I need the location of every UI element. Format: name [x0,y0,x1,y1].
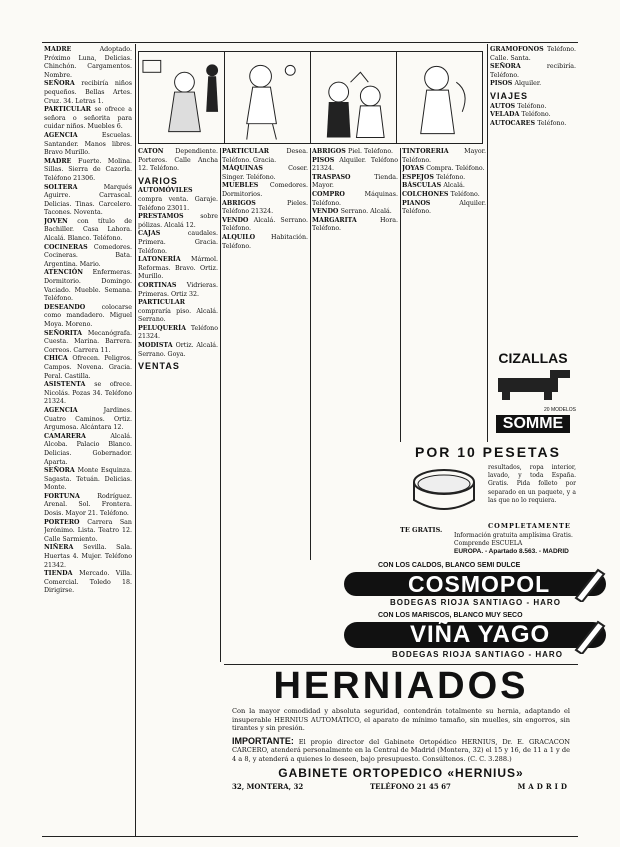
classified-text: Mármol. Reformas. Bravo. Ortiz. Murillo. [138,256,218,281]
column-rule-2 [220,148,221,662]
classified-entry [44,269,132,303]
classified-entry [44,330,132,356]
classified-text: Alquiler. Teléfono 21324. [312,156,398,173]
classified-text: Jardines. Cuatro Caminos. Ortiz. Argumosa. Alcántara 12. [44,406,132,432]
vina-yago-ad [338,612,612,662]
comic-panel-3 [311,52,397,143]
classified-text: Fuerte. Molina. Sillas. Sierra de Cazorla. Teléfono 21306. [44,157,132,182]
classified-text: Alcalá. [443,182,465,190]
classified-text: Teléfono 21324. [138,324,218,341]
classified-text: Piel. Teléfono. [348,148,394,155]
classified-text: Alcalá. Alcoba. Palacio Blanco. Delicias. Gobernador. Aparta. [44,432,132,466]
herniados-important [232,737,570,764]
classified-key: COCINERAS [44,243,94,251]
classified-entry [402,174,486,183]
classified-entry [312,174,398,191]
classified-key: CORTINAS [138,281,187,289]
herniados-title: HERNIADOS [273,665,529,707]
classified-entry [44,304,132,330]
vina-yago-top: CON LOS MARISCOS, BLANCO MUY SECO [378,612,523,619]
classified-key: MADRE [44,157,79,165]
classified-text: Habitación. Teléfono. [222,233,308,250]
classified-key: PISOS [312,156,340,164]
classified-text: con título de Bachiller. Casa Lahora. Alcalá. Blanco. Teléfono. [44,217,132,243]
column-2-classifieds [138,148,218,836]
classified-text: Monte Esquinza. Sagasta. Tetuán. Delicias. Monte. [44,467,132,492]
classified-key: ASISTENTA [44,381,95,389]
classified-entry [490,103,576,112]
diez-pesetas-extra: Información gratuita amplísima Gratis. Comprende ESCUELA [454,532,573,547]
classified-key: ABRIGOS [222,199,288,207]
classified-entry [138,325,218,342]
vina-yago-bottom: BODEGAS RIOJA SANTIAGO - HARO [392,650,563,659]
herniados-body: Con la mayor comodidad y absoluta seguridad, contendrán totalmente su hernia, adaptando el insuperable HERNIUS AUTOMÁTICO, el aparato de mínimo tamaño, sin muelles, sin engorros, sin tirantes y sin presión. [232,707,570,732]
classified-text: Carrera San Jerónimo. Lista. Teatro 12. Calle Sarmiento. [44,518,132,543]
classified-key: DESEANDO [44,303,102,311]
classified-key: VENDO [222,216,254,224]
cosmopol-top: CON LOS CALDOS, BLANCO SEMI DULCE [378,562,521,569]
classified-key: LATONERÍA [138,256,191,264]
classified-key: MODISTA [138,342,176,350]
diez-pesetas-body: resultados, ropa interior, lavado, y toda España. Gratis. Pida folleto por separado en un paquete, y a las que no lo requiera. [488,464,576,504]
classified-key: PELUQUERÍA [138,324,191,332]
classified-entry [490,80,576,89]
classified-key: AGENCIA [44,131,102,139]
classified-text: Rodríguez. Arenal. Sol. Frontera. Dosis. Mayor 21. Teléfono. [44,492,132,518]
classified-text: Desea. Teléfono. Gracia. [222,148,308,164]
classified-entry [490,111,576,120]
diez-pesetas-tag: COMPLETAMENTE [488,522,571,530]
vina-yago-brand: VIÑA YAGO [410,621,551,648]
diez-pesetas-ad [400,444,576,556]
herniados-ad [224,664,578,794]
classified-entry [312,208,398,217]
classified-key: PORTERO [44,518,88,526]
classified-key: PARTICULAR [44,106,95,114]
classified-entry [138,187,218,213]
top-rule [42,42,578,43]
cizalla-machine-icon [490,366,576,402]
classified-entry [312,157,398,174]
classified-text: Comedores. Dormitorios. [222,182,308,198]
classified-key: MUEBLES [222,182,270,190]
classified-entry [402,200,486,217]
classified-entry [312,217,398,234]
classified-entry [44,244,132,270]
classified-text: compra venta. Garaje. Teléfono 23011. [138,195,218,212]
classified-key: VELADA [490,111,522,119]
classified-entry [44,80,132,106]
herniados-footer [232,782,570,791]
classified-key: AUTOCARES [490,119,538,127]
classified-key: VENDO [312,208,341,216]
comic-panel-1 [139,52,225,143]
classified-key: BÁSCULAS [402,182,444,190]
classified-entry [44,570,132,596]
classified-key: AUTOS [490,102,518,110]
classified-text: compraría piso. Alcalá. Serrano. [138,307,218,324]
classified-key: JOVEN [44,217,78,225]
classified-key: PARTICULAR [138,299,185,307]
classified-key: TINTORERÍA [402,148,465,155]
classified-text: Alcalá. Serrano. Teléfono. [222,216,308,233]
classified-text: Tienda. Mayor. [312,173,398,190]
classified-key: ALQUILO [222,233,272,241]
classified-key: AUTOMÓVILES [138,187,193,195]
classified-text: recibiría. Teléfono. [490,63,576,79]
classified-entry [44,46,132,80]
classified-key: CAJAS [138,230,188,238]
classified-text: Serrano. Alcalá. [340,208,392,216]
classified-key: CAMARERA [44,432,111,440]
classified-key: FORTUNA [44,492,98,500]
cizallas-title: CIZALLAS [498,350,568,366]
classified-text: Coser. Singer. Teléfono. [222,165,308,181]
classified-text: Vidrieras. Primeras. Ortiz 32. [138,281,218,298]
bottom-rule [42,836,578,837]
classified-entry [222,200,308,217]
classified-text: Mayor. Teléfono. [402,148,486,164]
classified-text: Teléfono. [521,111,551,119]
classified-entry [44,106,132,132]
classified-key: COMPRO [312,190,365,198]
classified-entry [44,381,132,407]
classified-entry [138,230,218,256]
classified-entry [44,184,132,218]
comic-strip [138,51,483,144]
classified-key: PRESTAMOS [138,213,201,221]
diez-pesetas-address: EUROPA. - Apartado 8.563. - MADRID [454,548,569,555]
classified-entry [138,342,218,359]
classified-key: NIÑERA [44,544,84,552]
classified-key: AGENCIA [44,406,104,414]
column-6-classifieds [490,46,576,346]
classified-entry [44,355,132,381]
viajes-heading: VIAJES [490,90,529,101]
classified-key: SEÑORITA [44,329,88,337]
varios-heading: VARIOS [138,175,178,186]
classified-key: SOLTERA [44,183,104,191]
classified-text: Mercado. Villa. Comercial. Toledo 18. Dirigirse. [44,570,132,595]
classified-entry [222,234,308,251]
classified-text: colocarse como mandadero. Miguel Moya. Moreno. [44,303,132,328]
classified-key: TIENDA [44,570,80,578]
column-4-classifieds [312,148,398,558]
herniados-important-text: El propio director del Gabinete Ortopédico HERNIUS, Dr. E. GRACACON CARCERO, atenderá personalmente en la Central de Madrid (Montera, 32) el 15 y 16, de 11 a 1 y de 4 a 8, y atenderá a quienes lo deseen, bajo presupuesto. Consúltenos. (C. C. 3.288.) [232,737,570,763]
classified-text: se ofrece. Nicolás. Pozas 34. Teléfono 21324. [44,381,132,406]
herniados-important-label: IMPORTANTE: [232,735,294,746]
comic-panel-2 [225,52,311,143]
classified-entry [222,182,308,199]
classified-entry [402,165,486,174]
column-3-classifieds [222,148,308,558]
cizallas-sub: 20 MODELOS [544,407,576,413]
classified-key: GRAMÓFONOS [490,46,547,53]
classified-key: PARTICULAR [222,148,287,155]
classified-key: MADRE [44,46,100,53]
classified-entry [312,191,398,208]
classified-key: SEÑORA [44,80,82,88]
ventas-heading: VENTAS [138,361,180,372]
classified-key: COLCHONES [402,190,451,198]
classified-entry [222,217,308,234]
classified-text: Hora. Teléfono. [312,216,398,233]
classified-text: Alquiler. Teléfono. [402,199,486,216]
classified-entry [222,148,308,165]
classified-text: Compra. Teléfono. [426,165,485,173]
column-5-classifieds [402,148,486,438]
classified-entry [44,218,132,244]
classified-key: ATENCIÓN [44,269,93,277]
classified-key: PIANOS [402,199,460,207]
classified-text: caudales. Primera. Gracia. Teléfono. [138,230,218,255]
classified-text: Escuelas. Santander. Manos libres. Bravo Murillo. [44,131,132,157]
cosmopol-bottom: BODEGAS RIOJA SANTIAGO - HARO [390,598,561,607]
classified-entry [138,282,218,299]
classified-entry [44,519,132,545]
cosmopol-brand: COSMOPOL [408,571,551,597]
herniados-tel: TELÉFONO 21 45 67 [369,782,451,791]
classified-text: Enfermeras. Dormitorio. Domingo. Vaciado. Mueble. Semana. Teléfono. [44,269,132,303]
classified-text: Teléfono. [517,102,547,110]
classified-entry [44,158,132,184]
classified-entry [138,148,218,174]
comic-panel-4 [397,52,482,143]
column-rule-1 [135,44,136,836]
herniados-gabinete: GABINETE ORTOPEDICO «HERNIUS» [278,766,524,780]
classified-text: Teléfono. Calle. Santa. [490,46,576,62]
classified-key: SEÑORA [44,467,78,475]
classified-text: Adoptado. Próximo Luna, Delicias. Chinchón. Cargamentos. Nombre. [44,46,132,79]
classified-entry [490,120,576,129]
classified-text: Ortiz. Alcalá. Serrano. Goya. [138,342,218,358]
classified-text: Marqués Aguirre. Carrascal. Delicias. Tinas. Carcelero. Tacones. Noventa. [44,183,132,217]
classified-text: sobre pólizas. Alcalá 12. [138,213,218,229]
classified-entry [490,46,576,63]
classified-entry [402,182,486,191]
classified-key: ESPEJOS [402,173,437,181]
classified-entry [44,433,132,467]
classified-entry [44,544,132,570]
classified-entry [490,63,576,80]
classified-text: recibiría niños pequeños. Bellas Artes. Cruz. 34. Letras 1. [44,80,132,105]
classified-entry [402,191,486,200]
classified-key: PISOS [490,80,515,88]
classified-text: Mecanógrafa. Cuesta. Marina. Barrera. Correos. Carrera 11. [44,329,132,354]
classified-text: Dependiente. Porteros. Calle Ancha 12. Teléfono. [138,148,218,173]
classified-entry [222,165,308,182]
classified-text: Sevilla. Sala. Huertas 4. Mujer. Teléfono 21342. [44,544,132,569]
classified-entry [402,148,486,165]
ring-illustration-icon [404,464,484,522]
classified-entry [44,467,132,493]
classified-key: JOYAS [402,165,427,173]
classified-key: CHICA [44,355,73,363]
classified-text: Comedores. Cocineras. Bata. Argentina. Mario. [44,243,132,268]
classified-key: SEÑORA [490,63,547,71]
classified-entry [312,148,398,157]
column-rule-5 [487,44,488,442]
column-1-classifieds [44,46,132,836]
classified-entry [138,256,218,282]
classified-entry [138,299,218,325]
classified-entry [44,132,132,158]
cosmopol-ad [338,562,612,610]
classified-text: Teléfono. [537,119,567,127]
classified-entry [44,407,132,433]
herniados-city: MADRID [517,782,570,791]
classified-text: Pieles. Teléfono 21324. [222,199,308,216]
classified-text: Teléfono. [436,173,466,181]
classified-text: Alquiler. [514,80,542,88]
wine-bottle-icon [570,562,610,602]
column-rule-4 [400,148,401,442]
wine-bottle-icon-2 [570,614,610,654]
cizallas-ad [490,350,576,440]
diez-pesetas-title: POR 10 PESETAS [414,444,561,460]
classified-text: Ofrecen. Peligros. Campos. Novena. Gracia. Peral. Castilla. [44,355,132,380]
classified-key: ABRIGOS [312,148,348,155]
herniados-addr: 32, MONTERA, 32 [232,782,304,791]
classified-key: CATÓN [138,148,176,155]
classified-key: MÁQUINAS [222,165,289,173]
column-rule-3 [310,148,311,560]
classified-text: Máquinas. Teléfono. [312,190,398,207]
classified-key: MARGARITA [312,216,380,224]
somme-brand: SOMME [496,415,570,433]
classified-text: se ofrece a señora o señorita para cuidar niños. Muebles 6. [44,106,132,131]
diez-pesetas-gratis: TE GRATIS. [400,526,443,534]
classified-key: TRASPASO [312,173,375,181]
classified-text: Teléfono. [450,190,480,198]
classified-entry [44,493,132,519]
classified-entry [138,213,218,230]
